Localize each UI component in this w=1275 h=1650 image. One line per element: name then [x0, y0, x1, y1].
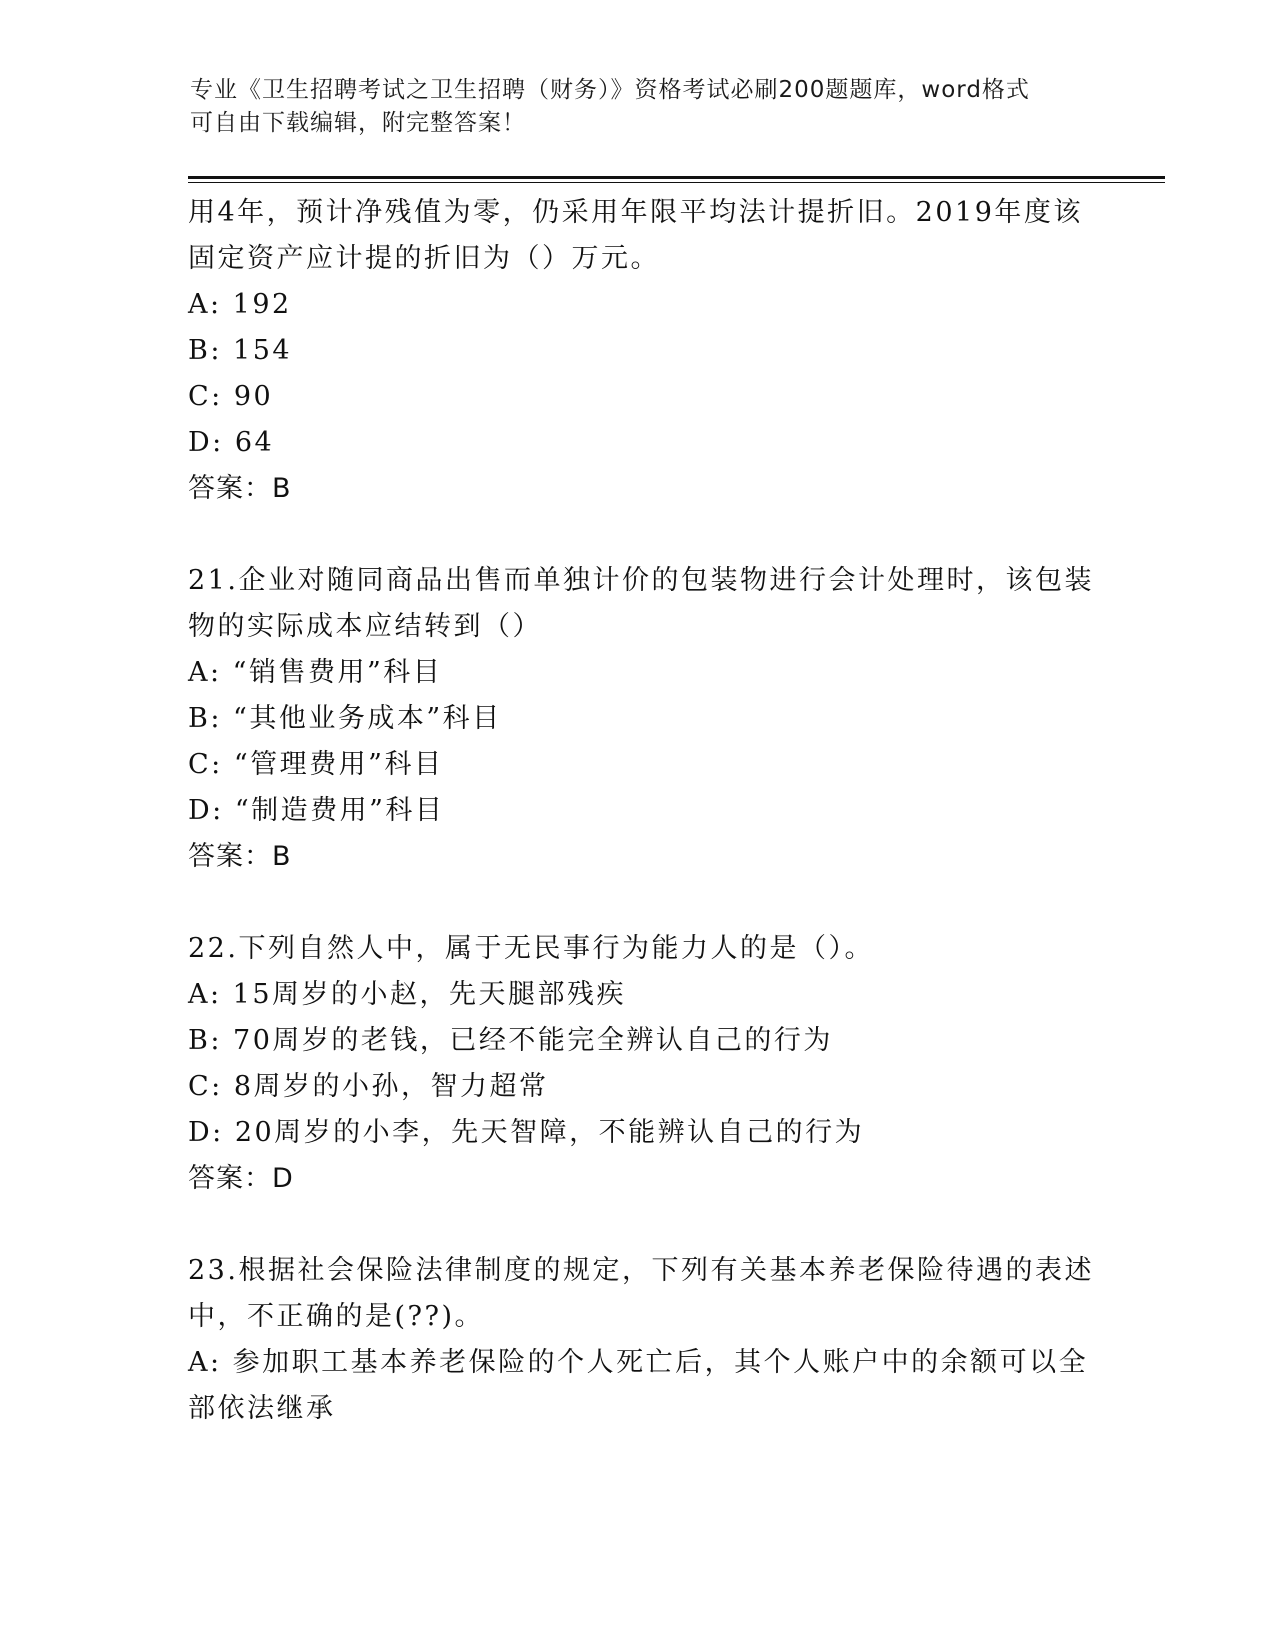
- option-a: A: 192: [188, 289, 292, 320]
- question-text: 物的实际成本应结转到（）: [188, 611, 542, 642]
- question-22: [188, 926, 1088, 1202]
- option-d: D: “制造费用”科目: [188, 795, 445, 826]
- header-title-line1: 专业《卫生招聘考试之卫生招聘（财务）》资格考试必刷200题题库，word格式: [190, 77, 1030, 103]
- option-a: A: “销售费用”科目: [188, 657, 443, 688]
- option-b: B: 70周岁的老钱，已经不能完全辨认自己的行为: [188, 1025, 833, 1056]
- header-divider: [188, 176, 1165, 179]
- option-c: C: “管理费用”科目: [188, 749, 444, 780]
- page-header: [190, 74, 1090, 140]
- answer-label: 答案：B: [188, 841, 292, 872]
- option-c: C: 90: [188, 381, 274, 412]
- question-text: 固定资产应计提的折旧为（）万元。: [188, 243, 660, 274]
- header-title-line2: 可自由下载编辑，附完整答案！: [190, 110, 526, 136]
- question-text: 用4年，预计净残值为零，仍采用年限平均法计提折旧。2019年度该: [188, 197, 1083, 228]
- question-text: 21.企业对随同商品出售而单独计价的包装物进行会计处理时，该包装: [188, 565, 1094, 596]
- question-23: [188, 1248, 1094, 1432]
- question-text: 中，不正确的是(??)。: [188, 1301, 485, 1332]
- option-c: C: 8周岁的小孙，智力超常: [188, 1071, 549, 1102]
- question-20: [188, 190, 1088, 512]
- option-a: A: 15周岁的小赵，先天腿部残疾: [188, 979, 627, 1010]
- answer-label: 答案：B: [188, 473, 292, 504]
- option-d: D: 64: [188, 427, 275, 458]
- answer-label: 答案：D: [188, 1163, 294, 1194]
- option-a: A: 参加职工基本养老保险的个人死亡后，其个人账户中的余额可以全: [188, 1347, 1089, 1378]
- option-b: B: 154: [188, 335, 293, 366]
- spacer: [188, 1202, 1088, 1248]
- question-text: 23.根据社会保险法律制度的规定，下列有关基本养老保险待遇的表述: [188, 1255, 1094, 1286]
- spacer: [188, 512, 1088, 558]
- option-a-continued: 部依法继承: [188, 1393, 336, 1424]
- question-21: [188, 558, 1094, 880]
- question-text: 22.下列自然人中，属于无民事行为能力人的是（）。: [188, 933, 874, 964]
- option-b: B: “其他业务成本”科目: [188, 703, 502, 734]
- spacer: [188, 880, 1088, 926]
- question-list: [188, 190, 1094, 1432]
- header-divider-thin: [188, 182, 1165, 183]
- option-d: D: 20周岁的小李，先天智障，不能辨认自己的行为: [188, 1117, 865, 1148]
